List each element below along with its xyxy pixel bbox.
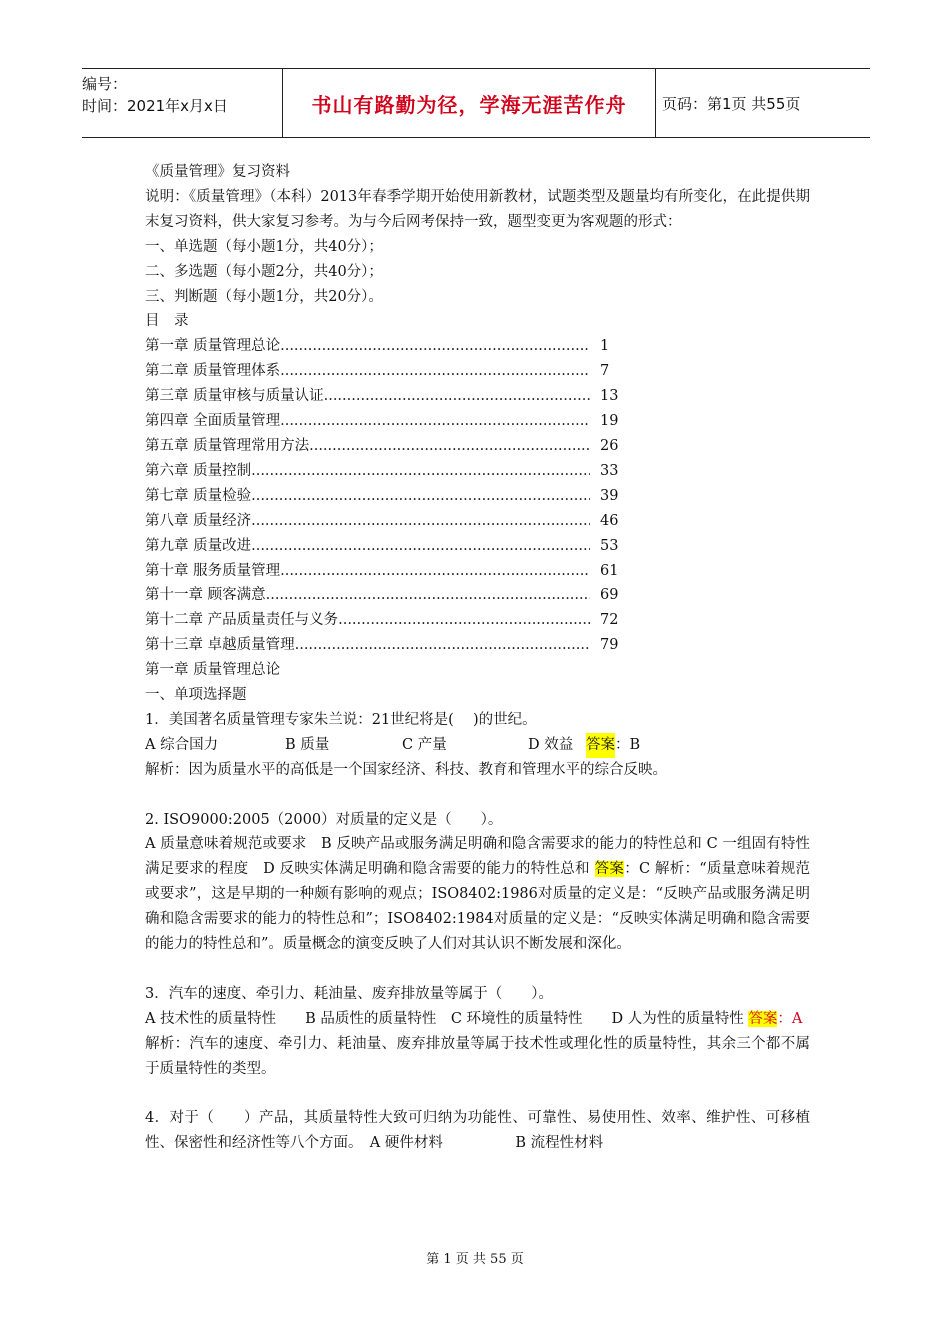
toc-item-page: 69 <box>600 587 619 604</box>
toc-leader <box>266 583 590 608</box>
header-left <box>82 69 282 141</box>
question-3-analysis: 解析：汽车的速度、牵引力、耗油量、废弃排放量等属于技术性或理化性的质量特性，其余三个都不属于质量特性的类型。 <box>145 1035 810 1077</box>
doc-time-label: 时间：2021年x月x日 <box>82 97 228 115</box>
toc-item[interactable] <box>145 484 620 509</box>
page-header <box>82 68 870 138</box>
toc-item[interactable] <box>145 559 620 584</box>
chapter-heading: 第一章 质量管理总论 <box>145 662 281 679</box>
question-4-stem: 4．对于（ ）产品，其质量特性大致可归纳为功能性、可靠性、易使用性、效率、维护性、可移植性、保密性和经济性等八个方面。 A 硬件材料 B 流程性材料 <box>145 1110 810 1152</box>
spacer <box>145 957 810 982</box>
question-3-body <box>145 1007 810 1032</box>
toc-item[interactable] <box>145 509 620 534</box>
question-2-options: A 质量意味着规范或要求 B 反映产品或服务满足明确和隐含需要求的能力的特性总和 C 一组固有特性满足要求的程度 D 反映实体满足明确和隐含需要的能力的特性总和 <box>145 836 810 878</box>
toc-item-page: 61 <box>600 562 619 579</box>
option-c: C 产量 <box>402 736 447 753</box>
footer-page-number: 第 1 页 共 55 页 <box>426 1252 524 1267</box>
toc-item-page: 53 <box>600 537 619 554</box>
option-d: D 效益 <box>528 736 574 753</box>
toc-item-page: 26 <box>600 437 619 454</box>
header-middle <box>282 69 656 137</box>
toc-item-title: 第十章 服务质量管理 <box>145 562 281 579</box>
toc-item[interactable] <box>145 459 620 484</box>
toc-item[interactable] <box>145 608 620 633</box>
question-type-2: 二、多选题（每小题2分，共40分）； <box>145 263 383 280</box>
toc-item-page: 46 <box>600 512 619 529</box>
document-body <box>145 160 810 1156</box>
toc-leader <box>280 359 590 384</box>
toc-item-page: 33 <box>600 462 619 479</box>
toc-item-page: 19 <box>600 413 619 430</box>
toc-item-title: 第八章 质量经济 <box>145 512 252 529</box>
toc-item-title: 第十二章 产品质量责任与义务 <box>145 612 339 629</box>
toc-item-title: 第二章 质量管理体系 <box>145 363 281 380</box>
toc-item-page: 7 <box>600 363 610 380</box>
question-2-stem: 2. ISO9000:2005（2000）对质量的定义是（ ）。 <box>145 811 503 828</box>
toc-item-title: 第三章 质量审核与质量认证 <box>145 388 324 405</box>
toc-item-page: 1 <box>600 338 610 355</box>
toc-leader <box>280 559 590 584</box>
toc-leader <box>280 334 590 359</box>
question-type-1: 一、单选题（每小题1分，共40分）； <box>145 238 383 255</box>
toc-leader <box>309 434 590 459</box>
question-1-stem: 1．美国著名质量管理专家朱兰说：21世纪将是( )的世纪。 <box>145 711 537 728</box>
toc-item-page: 79 <box>600 637 619 654</box>
toc-item-title: 第四章 全面质量管理 <box>145 413 281 430</box>
section-heading: 一、单项选择题 <box>145 687 247 704</box>
toc-item-title: 第九章 质量改进 <box>145 537 252 554</box>
question-2-analysis: ：C 解析：“质量意味着规范或要求”，这是早期的一种颇有影响的观点；ISO8402:1986对质量的定义是：“反映产品或服务满足明确和隐含需要求的能力的特性总和”；ISO8402:1984对质量的定义是：“反映实体满足明确和隐含需要的能力的特性总和”。质量概念的演变反映了人们对其认识不断发展和深化。 <box>145 861 811 953</box>
toc-leader <box>338 608 590 633</box>
toc-item-title: 第七章 质量检验 <box>145 487 252 504</box>
question-3-options: A 技术性的质量特性 B 品质性的质量特性 C 环境性的质量特性 D 人为性的质量特性 <box>145 1010 749 1027</box>
header-right <box>662 69 870 137</box>
toc-item[interactable] <box>145 409 620 434</box>
answer-label: 答案 <box>748 1010 778 1027</box>
spacer <box>145 1082 810 1107</box>
toc-title: 目 录 <box>145 313 189 330</box>
toc-item[interactable] <box>145 583 620 608</box>
header-page-info: 页码：第1页 共55页 <box>662 94 801 113</box>
toc-item[interactable] <box>145 633 620 658</box>
toc-item-title: 第十三章 卓越质量管理 <box>145 637 295 654</box>
toc-item-title: 第一章 质量管理总论 <box>145 338 281 355</box>
toc-leader <box>324 384 590 409</box>
answer-label: 答案 <box>586 733 615 758</box>
doc-intro: 说明：《质量管理》（本科）2013年春季学期开始使用新教材，试题类型及题量均有所变化，在此提供期末复习资料，供大家复习参考。为与今后网考保持一致，题型变更为客观题的形式： <box>145 188 810 230</box>
toc-item-title: 第六章 质量控制 <box>145 462 252 479</box>
answer-value: ：B <box>615 736 641 753</box>
question-1-analysis: 解析：因为质量水平的高低是一个国家经济、科技、教育和管理水平的综合反映。 <box>145 761 667 778</box>
toc-item[interactable] <box>145 434 620 459</box>
question-3-stem: 3．汽车的速度、牵引力、耗油量、废弃排放量等属于（ ）。 <box>145 985 553 1002</box>
toc-leader <box>251 484 590 509</box>
toc-item[interactable] <box>145 534 620 559</box>
doc-number-label: 编号： <box>82 75 128 93</box>
toc-leader <box>251 459 590 484</box>
toc-item-page: 39 <box>600 487 619 504</box>
page-footer <box>0 1248 950 1267</box>
toc-item[interactable] <box>145 384 620 409</box>
toc-item[interactable] <box>145 334 620 359</box>
toc-leader <box>251 509 590 534</box>
option-a: A 综合国力 <box>145 736 219 753</box>
question-1-options <box>145 733 810 758</box>
question-2-body <box>145 832 810 957</box>
toc-leader <box>251 534 590 559</box>
question-type-3: 三、判断题（每小题1分，共20分）。 <box>145 288 383 305</box>
header-motto: 书山有路勤为径，学海无涯苦作舟 <box>311 92 627 117</box>
option-b: B 质量 <box>285 736 330 753</box>
toc-item-page: 72 <box>600 612 619 629</box>
spacer <box>145 783 810 808</box>
toc-leader <box>280 409 590 434</box>
toc-item-title: 第五章 质量管理常用方法 <box>145 437 310 454</box>
doc-title: 《质量管理》复习资料 <box>145 164 290 180</box>
toc-item-page: 13 <box>600 388 619 405</box>
toc-item-title: 第十一章 顾客满意 <box>145 587 266 604</box>
toc-leader <box>295 633 590 658</box>
answer-label: 答案 <box>594 861 625 878</box>
answer-value: ：A <box>777 1010 803 1027</box>
toc-item[interactable] <box>145 359 620 384</box>
